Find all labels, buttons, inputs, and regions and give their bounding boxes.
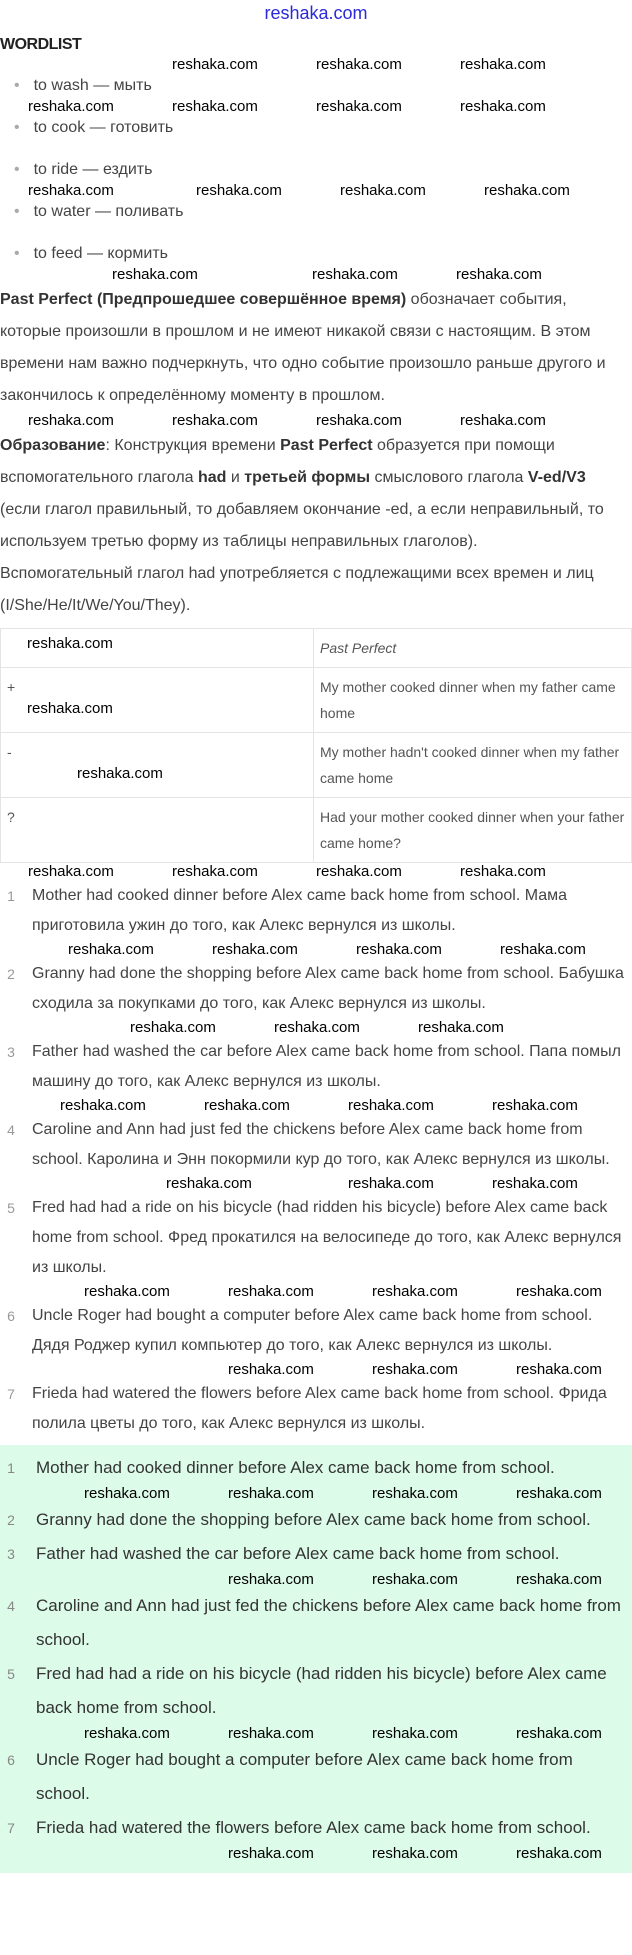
cell-text: + [7, 679, 16, 695]
item-text: Uncle Roger had bought a computer before Alex came back home from school. [36, 1750, 573, 1803]
item-text: Granny had done the shopping before Alex came back home from school. Бабушка сходила за покупками до того, как Алекс вернулся из школы. [32, 965, 624, 1012]
item-number: 2 [7, 966, 15, 982]
text: смыслового глагола [370, 469, 528, 486]
watermark: reshaka.com [516, 1725, 602, 1742]
watermark: reshaka.com [112, 266, 198, 283]
item-number: 2 [7, 1512, 15, 1528]
watermark: reshaka.com [372, 1283, 458, 1300]
watermark: reshaka.com [166, 1175, 252, 1192]
wordlist-item: • to feed — кормить [14, 245, 169, 262]
watermark: reshaka.com [212, 941, 298, 958]
site-header-link[interactable]: reshaka.com [264, 3, 368, 23]
watermark: reshaka.com [316, 412, 402, 429]
watermark-row [0, 98, 632, 116]
item-text: Father had washed the car before Alex came back home from school. [36, 1544, 560, 1563]
watermark-row [0, 224, 632, 242]
watermark: reshaka.com [27, 700, 113, 717]
answer-item [0, 881, 624, 941]
watermark: reshaka.com [28, 412, 114, 429]
watermark: reshaka.com [516, 1283, 602, 1300]
table-cell: Had your mother cooked dinner when your father came home? [314, 798, 632, 863]
answer-item [0, 1115, 624, 1175]
wordlist-title: WORDLIST [0, 36, 82, 53]
theory-paragraph-1 [0, 284, 630, 412]
watermark: reshaka.com [372, 1361, 458, 1378]
theory-paragraph-2 [0, 430, 630, 558]
term: had [198, 469, 227, 486]
item-text: Caroline and Ann had just fed the chickens before Alex came back home from school. [36, 1596, 621, 1649]
green-answer-item [0, 1811, 628, 1845]
table-row [1, 798, 632, 863]
item-text: Mother had cooked dinner before Alex came back home from school. Мама приготовила ужин до того, как Алекс вернулся из школы. [32, 887, 568, 934]
watermark-row [0, 863, 632, 881]
watermark: reshaka.com [172, 863, 258, 880]
item-number: 1 [7, 1460, 15, 1476]
watermark: reshaka.com [516, 1361, 602, 1378]
table-cell: My mother hadn't cooked dinner when my father came home [314, 733, 632, 798]
item-text: Father had washed the car before Alex came back home from school. Папа помыл машину до того, как Алекс вернулся из школы. [32, 1043, 621, 1090]
watermark-row [0, 266, 632, 284]
watermark: reshaka.com [228, 1571, 314, 1588]
watermark-row [0, 56, 632, 74]
green-answer-item [0, 1743, 628, 1811]
watermark: reshaka.com [372, 1845, 458, 1862]
watermark: reshaka.com [228, 1283, 314, 1300]
item-text: Fred had had a ride on his bicycle (had ridden his bicycle) before Alex came back home from school. Фред прокатился на велосипеде до того, как Алекс вернулся из школы. [32, 1199, 622, 1276]
green-answer-item [0, 1503, 628, 1537]
watermark: reshaka.com [316, 863, 402, 880]
watermark: reshaka.com [356, 941, 442, 958]
watermark: reshaka.com [228, 1361, 314, 1378]
watermark: reshaka.com [196, 182, 282, 199]
term: V-ed/V3 [527, 469, 586, 486]
item-text: Granny had done the shopping before Alex came back home from school. [36, 1510, 591, 1529]
watermark: reshaka.com [28, 863, 114, 880]
watermark: reshaka.com [492, 1175, 578, 1192]
item-number: 3 [7, 1044, 15, 1060]
table-row [1, 668, 632, 733]
watermark: reshaka.com [84, 1283, 170, 1300]
watermark: reshaka.com [77, 765, 163, 782]
cell-text: - [7, 744, 12, 760]
watermark: reshaka.com [460, 56, 546, 73]
watermark-row [0, 1175, 632, 1193]
text: : Конструкция времени [105, 437, 281, 454]
wordlist-text: to ride — ездить [33, 161, 153, 178]
green-answer-item [0, 1589, 628, 1657]
watermark-row [0, 1485, 632, 1503]
watermark: reshaka.com [460, 412, 546, 429]
item-number: 7 [7, 1386, 15, 1402]
watermark-row [0, 182, 632, 200]
wordlist-item: • to ride — ездить [14, 161, 153, 178]
watermark: reshaka.com [172, 412, 258, 429]
wordlist-text: to feed — кормить [33, 245, 169, 262]
term: Past Perfect (Предпрошедшее совершённое время) [0, 291, 407, 308]
watermark: reshaka.com [28, 182, 114, 199]
item-number: 3 [7, 1546, 15, 1562]
watermark: reshaka.com [228, 1485, 314, 1502]
green-answer-item [0, 1657, 628, 1725]
watermark: reshaka.com [348, 1097, 434, 1114]
green-answer-item [0, 1451, 628, 1485]
watermark-row [0, 1725, 632, 1743]
watermark: reshaka.com [484, 182, 570, 199]
table-cell: Past Perfect [314, 629, 632, 668]
item-text: Frieda had watered the flowers before Alex came back home from school. [36, 1818, 591, 1837]
wordlist-text: to water — поливать [33, 203, 184, 220]
text: (если глагол правильный, то добавляем окончание -ed, а если неправильный, то используем третью форму из таблицы неправильных глаголов). [0, 501, 604, 550]
watermark: reshaka.com [27, 635, 113, 652]
answer-item [0, 1301, 624, 1361]
wordlist-item: • to wash — мыть [14, 77, 152, 94]
item-number: 6 [7, 1308, 15, 1324]
watermark: reshaka.com [418, 1019, 504, 1036]
watermark-row [0, 1019, 632, 1037]
watermark: reshaka.com [372, 1571, 458, 1588]
table-cell: ? [1, 798, 314, 863]
answer-item [0, 959, 624, 1019]
table-cell [1, 629, 314, 668]
wordlist-item: • to cook — готовить [14, 119, 174, 136]
watermark: reshaka.com [68, 941, 154, 958]
watermark-row [0, 1361, 632, 1379]
watermark: reshaka.com [372, 1725, 458, 1742]
item-number: 4 [7, 1122, 15, 1138]
watermark: reshaka.com [228, 1725, 314, 1742]
table-row [1, 629, 632, 668]
answer-item [0, 1379, 624, 1439]
table-cell [1, 733, 314, 798]
watermark: reshaka.com [130, 1019, 216, 1036]
watermark: reshaka.com [516, 1571, 602, 1588]
watermark: reshaka.com [204, 1097, 290, 1114]
item-text: Uncle Roger had bought a computer before Alex came back home from school. Дядя Роджер купил компьютер до того, как Алекс вернулся из школы. [32, 1307, 593, 1354]
wordlist-text: to cook — готовить [33, 119, 174, 136]
watermark: reshaka.com [172, 56, 258, 73]
label: Образование [0, 437, 106, 454]
watermark-row [0, 1097, 632, 1115]
watermark: reshaka.com [340, 182, 426, 199]
item-text: Mother had cooked dinner before Alex came back home from school. [36, 1458, 555, 1477]
table-cell [1, 668, 314, 733]
wordlist-item: • to water — поливать [14, 203, 184, 220]
watermark: reshaka.com [84, 1485, 170, 1502]
watermark: reshaka.com [372, 1485, 458, 1502]
watermark-row [0, 1571, 632, 1589]
item-number: 1 [7, 888, 15, 904]
watermark: reshaka.com [516, 1845, 602, 1862]
wordlist-text: to wash — мыть [33, 77, 152, 94]
table-cell: My mother cooked dinner when my father came home [314, 668, 632, 733]
watermark: reshaka.com [460, 863, 546, 880]
item-text: Fred had had a ride on his bicycle (had ridden his bicycle) before Alex came back home from school. [36, 1664, 607, 1717]
answer-item [0, 1193, 624, 1283]
table-row [1, 733, 632, 798]
item-text: Frieda had watered the flowers before Alex came back home from school. Фрида полила цветы до того, как Алекс вернулся из школы. [32, 1385, 607, 1432]
watermark-row [0, 1845, 632, 1863]
watermark: reshaka.com [460, 98, 546, 115]
watermark: reshaka.com [28, 98, 114, 115]
watermark: reshaka.com [492, 1097, 578, 1114]
watermark: reshaka.com [84, 1725, 170, 1742]
watermark-row [0, 941, 632, 959]
watermark-row [0, 140, 632, 158]
text: обозначает события, которые произошли в прошлом и не имеют никакой связи с настоящим. В этом времени нам важно подчеркнуть, что одно событие произошло раньше другого и закончилось к определённому моменту в прошлом. [0, 291, 606, 404]
text: образуется при помощи вспомогательного глагола [0, 437, 555, 486]
text: и [226, 469, 245, 486]
watermark: reshaka.com [312, 266, 398, 283]
term: третьей формы [244, 469, 371, 486]
watermark: reshaka.com [516, 1485, 602, 1502]
watermark: reshaka.com [172, 98, 258, 115]
item-number: 5 [7, 1666, 15, 1682]
watermark: reshaka.com [456, 266, 542, 283]
term: Past Perfect [280, 437, 373, 454]
green-answer-item [0, 1537, 628, 1571]
item-text: Caroline and Ann had just fed the chickens before Alex came back home from school. Каролина и Энн покормили кур до того, как Алекс вернулся из школы. [32, 1121, 610, 1168]
theory-paragraph-3: Вспомогательный глагол had употребляется с подлежащими всех времен и лиц (I/She/He/It/We/You/They). [0, 565, 594, 614]
watermark: reshaka.com [348, 1175, 434, 1192]
item-number: 4 [7, 1598, 15, 1614]
watermark-row [0, 412, 632, 430]
answers-highlight-block [0, 1445, 632, 1873]
watermark: reshaka.com [228, 1845, 314, 1862]
item-number: 6 [7, 1752, 15, 1768]
watermark: reshaka.com [316, 98, 402, 115]
item-number: 7 [7, 1820, 15, 1836]
watermark: reshaka.com [500, 941, 586, 958]
item-number: 5 [7, 1200, 15, 1216]
grammar-table [0, 628, 632, 863]
watermark-row [0, 1283, 632, 1301]
watermark: reshaka.com [316, 56, 402, 73]
watermark: reshaka.com [274, 1019, 360, 1036]
answer-item [0, 1037, 624, 1097]
watermark: reshaka.com [60, 1097, 146, 1114]
